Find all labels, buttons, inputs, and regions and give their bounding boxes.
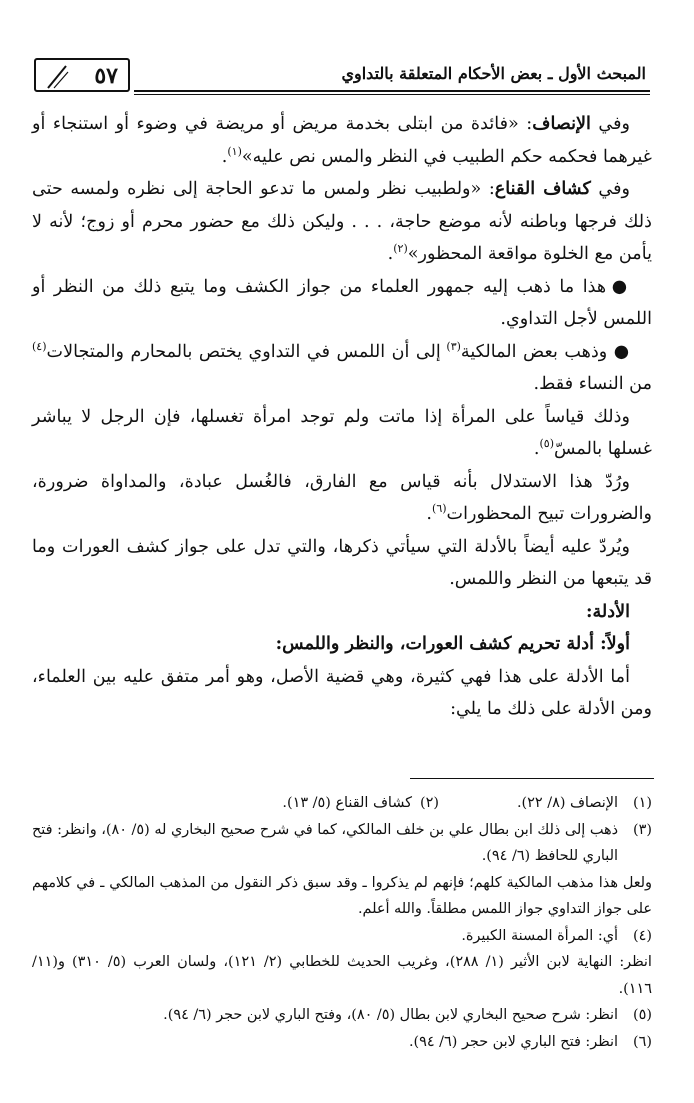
footnote-row [32,790,652,817]
footnote-continuation: ولعل هذا مذهب المالكية كلهم؛ فإنهم لم يذكروا ـ وقد سبق ذكر النقول من المذهب المالكي ـ في كلامهم على جواز التداوي جواز اللمس مطلقاً. والله أعلم. [32,874,652,917]
footnote-number: (٢) [419,795,439,811]
bullet-icon: ● [613,340,630,362]
paragraph-insaf: وفي الإنصاف: «فائدة من ابتلى بخدمة مريض أو مريضة في وضوء أو استنجاء أو غيرهما فحكمه حكم الطبيب في النظر والمس نص عليه»$^{(١)}$. [32,113,652,167]
footnote-continuation: انظر: النهاية لابن الأثير (١/ ٢٨٨)، وغريب الحديث للخطابي (٢/ ١٢١)، ولسان العرب (٥/ ٣١٠) و(١١/ ١١٦). [32,954,652,997]
footnote-divider [410,778,654,779]
footnote-text: الإنصاف (٨/ ٢٢). [516,795,618,811]
footnote-text: كشاف القناع (٥/ ١٣). [282,795,412,811]
footnote-ref: (٢) [393,242,408,256]
footnote-text: انظر: فتح الباري لابن حجر (٦/ ٩٤). [408,1033,618,1050]
paragraph-analogy: وذلك قياساً على المرأة إذا ماتت ولم توجد امرأة تغسلها، فإن الرجل لا يباشر غسلها بالمسّ$^{(٥)}$. [32,406,652,459]
page-number: ٥٧ [94,63,118,89]
footnote-ref: (٥) [539,437,554,451]
footnote-number: (٤) [633,927,652,944]
footnote-number: (٣) [633,821,652,838]
footnotes [32,790,652,1055]
footnote-ref: (١) [227,144,242,158]
footnote-number: (٦) [633,1033,652,1050]
running-header [34,58,650,94]
footnote-number: (٥) [633,1007,652,1023]
source-name: كشاف القناع [494,178,591,199]
paragraph-rebuttal: ورُدّ هذا الاستدلال بأنه قياس مع الفارق، فالغُسل عبادة، والمداواة ضرورة، والضرورات تبيح المحظورات$^{(٦)}$. [32,471,652,524]
paragraph-rebuttal-2: ويُردّ عليه أيضاً بالأدلة التي سيأتي ذكرها، والتي تدل على جواز كشف العورات وما قد يتبعها من النظر واللمس. [32,536,652,589]
header-rule-thin [134,94,650,95]
paragraph-evidence-intro: أما الأدلة على هذا فهي كثيرة، وهي قضية الأصل، وهو أمر متفق عليه بين العلماء، ومن الأدلة على ذلك ما يلي: [32,666,652,719]
footnote-ref: (٣) [446,339,461,353]
footnote-text: أي: المرأة المسنة الكبيرة. [461,927,618,944]
footnote-text: ذهب إلى ذلك ابن بطال علي بن خلف المالكي، كما في شرح صحيح البخاري له (٥/ ٨٠)، وانظر: فتح الباري للحافظ (٦/ ٩٤). [32,821,618,864]
paragraph-majority-view: ● هذا ما ذهب إليه جمهور العلماء من جواز الكشف وما يتبع ذلك من النظر أو اللمس لأجل التداوي. [32,275,652,329]
source-name: الإنصاف [532,113,591,134]
page-number-box [34,58,130,92]
header-rule [134,90,650,92]
footnote-number: (١) [633,795,652,811]
footnote-row [32,1029,652,1056]
paragraph-maliki-view: ● وذهب بعض المالكية$^{(٣)}$ إلى أن اللمس في التداوي يختص بالمحارم والمتجالات$^{(٤)}$ من النساء فقط. [32,339,652,394]
footnote-row [32,923,652,950]
footnote-ref: (٤) [32,339,47,353]
paragraph-kashshaf: وفي كشاف القناع: «ولطبيب نظر ولمس ما تدعو الحاجة إلى نظره ولمسه حتى ذلك فرجها وباطنه لأنه موضع حاجة، . . . وليكن ذلك مع حضور محرم أو زوج؛ لأنه لا يأمن مع الخلوة مواقعة المحظور»$^{(٢)}$. [32,178,652,264]
subsection-heading: أولاً: أدلة تحريم كشف العورات، والنظر واللمس: [275,633,630,654]
footnote-ref: (٦) [432,502,447,516]
decorative-pen-icon [44,64,70,90]
main-text [32,108,652,726]
footnote-text: انظر: شرح صحيح البخاري لابن بطال (٥/ ٨٠)، وفتح الباري لابن حجر (٦/ ٩٤). [163,1007,618,1023]
bullet-icon: ● [611,275,630,297]
section-heading: الأدلة: [585,600,630,622]
header-title: المبحث الأول ـ بعض الأحكام المتعلقة بالتداوي [341,64,646,83]
footnote-row [32,1002,652,1029]
footnote-row [32,817,652,870]
